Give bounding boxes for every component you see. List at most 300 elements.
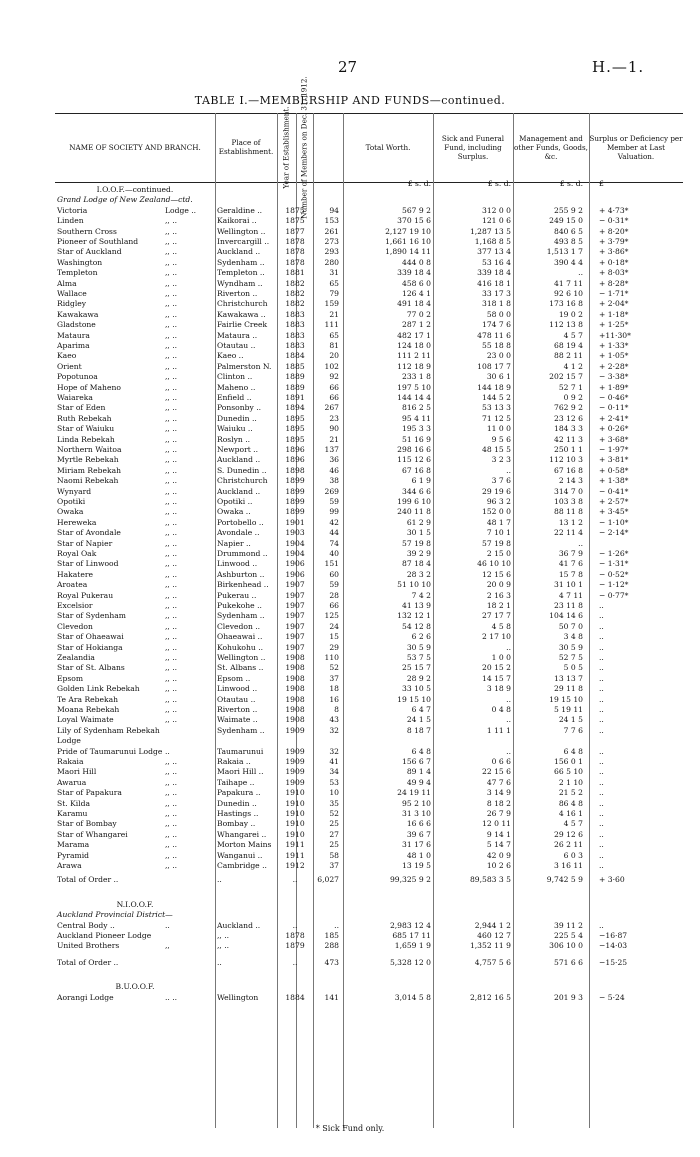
management-cell: 112 10 3 [549,455,583,465]
ditto-mark: ,, .. [165,372,178,382]
management-cell: 6 0 3 [563,850,583,860]
branch-name: Star of Avondale [57,528,121,538]
place-cell: Waiuku .. [217,424,253,434]
table-row [55,715,683,725]
sick-fund-cell: 8 18 2 [486,798,511,808]
ditto-mark: ,, .. [165,476,178,486]
total-label: Total of Order .. [57,875,119,885]
table-row [55,663,683,673]
table-row [55,362,683,372]
table-row [55,351,683,361]
sick-fund-cell: 416 18 1 [477,278,511,288]
surplus-cell: .. [599,725,604,735]
sick-fund-cell: 478 11 6 [477,330,511,340]
surplus-cell: + 3·68* [599,434,629,444]
management-cell: 5 0 5 [563,663,583,673]
table-row [55,424,683,434]
members-cell: 79 [329,289,339,298]
place-cell: Waimate .. [217,715,258,725]
place-cell: Mataura .. [217,330,258,340]
surplus-cell: − 1·12* [599,580,629,590]
management-cell: 201 9 3 [554,992,583,1002]
members-cell: 151 [324,559,339,569]
year-cell: 1908 [285,663,305,673]
worth-cell: 287 1 2 [402,320,431,330]
members-cell: 53 [329,777,339,787]
table-row [55,289,683,299]
year-cell: 1907 [285,632,305,642]
members-cell: 28 [329,590,339,600]
table-row [55,518,683,528]
worth-cell: 28 9 2 [406,673,431,683]
branch-name: Royal Oak [57,549,97,558]
worth-cell: 458 6 0 [402,278,431,288]
table-row [55,632,683,642]
management-cell: 41 7 11 [554,278,583,288]
ditto-mark: ,, .. [165,268,178,278]
ditto-mark: ,, .. [165,247,178,257]
surplus-cell: − 2·14* [599,528,629,538]
table-row [55,227,683,237]
worth-cell: 240 11 8 [397,507,431,517]
table-row [55,341,683,351]
worth-cell: 298 16 6 [397,445,431,454]
year-cell: 1909 [285,746,305,756]
branch-name: Alma [57,278,77,288]
table-row [55,809,683,819]
worth-cell: 28 3 2 [406,569,431,579]
table-row [55,993,683,1003]
surplus-cell: .. [599,632,604,642]
year-cell: 1912 [285,861,305,870]
members-cell: 65 [329,330,339,340]
members-cell: 6,027 [317,875,339,885]
year-cell: 1895 [285,424,305,434]
surplus-cell: + 2·41* [599,413,629,423]
worth-cell: 115 12 6 [397,455,431,465]
management-cell: 52 7 5 [558,653,583,662]
table-row [55,216,683,226]
ditto-mark: ,, .. [165,798,178,808]
management-cell: 250 1 1 [554,445,583,454]
members-cell: 110 [324,653,339,662]
sick-fund-cell: 47 7 6 [486,777,511,787]
worth-cell: 49 9 4 [406,777,431,787]
sick-fund-cell: 460 12 7 [477,931,511,940]
surplus-cell: + 1·18* [599,309,629,319]
members-cell: 111 [324,320,339,330]
branch-name: Wallace [57,289,87,298]
members-cell: 269 [324,486,339,496]
table-row [55,445,683,455]
place-cell: Opotiki .. [217,497,253,506]
ditto-mark: ,, .. [165,580,178,590]
ditto-mark: ,, .. [165,382,178,392]
surplus-cell: .. [599,788,604,798]
place-cell: ,, .. [217,931,230,940]
worth-cell: 3,014 5 8 [394,992,431,1002]
sick-fund-cell: 22 15 6 [482,767,511,777]
worth-cell: 54 12 8 [402,621,431,631]
surplus-cell: .. [599,757,604,766]
management-cell: 3 4 8 [563,632,583,642]
ditto-mark: ,, .. [165,361,178,371]
management-cell: 249 15 0 [549,216,583,226]
worth-cell: 6 4 8 [411,746,431,756]
ditto-mark: ,, .. [165,289,178,298]
surplus-cell: −14·03 [599,941,628,951]
branch-name: Star of Napier [57,538,113,548]
worth-cell: 6 1 9 [411,476,431,486]
table-row [55,726,683,736]
ditto-mark: ,, .. [165,684,178,694]
surplus-cell: − 1·71* [599,289,629,298]
worth-cell: 24 19 11 [397,788,431,798]
surplus-cell: − 1·31* [599,559,629,569]
footnote: * Sick Fund only. [315,1124,385,1133]
place-cell: Palmerston N. [217,361,272,371]
surplus-cell: + 1·89* [599,382,629,392]
members-cell: 25 [329,819,339,829]
ditto-mark: ,, .. [165,497,178,506]
ditto-mark: ,, .. [165,320,178,330]
management-cell: 36 7 9 [558,549,583,558]
members-cell: 60 [329,569,339,579]
surplus-cell: + 8·20* [599,226,629,236]
table-row [55,851,683,861]
place-cell: Sydenham .. [217,611,265,621]
place-cell: Christchurch [217,299,268,309]
members-cell: 35 [329,798,339,808]
members-cell: 18 [329,684,339,694]
sick-fund-cell: 46 10 10 [477,559,511,569]
table-row [55,549,683,559]
sick-fund-cell: .. [506,465,511,475]
sick-fund-cell: 3 18 9 [486,684,511,694]
place-cell: Wanganui .. [217,850,263,860]
sick-fund-cell: 1 11 1 [486,725,511,735]
year-cell: 1879 [285,941,305,951]
surplus-cell: + 3·86* [599,247,629,257]
ditto-mark: ,, .. [165,694,178,704]
management-cell: 7 7 6 [563,725,583,735]
worth-cell: 482 17 1 [397,330,431,340]
management-cell: 23 12 6 [554,413,583,423]
place-cell: Epsom .. [217,673,251,683]
surplus-cell: .. [599,798,604,808]
ditto-mark: ,, .. [165,663,178,673]
ditto-mark: Lodge .. [165,205,197,215]
ditto-mark: ,, .. [165,840,178,850]
management-cell: 31 10 1 [554,580,583,590]
surplus-cell: .. [599,767,604,777]
branch-name: Pride of Taumarunui Lodge [57,746,163,756]
branch-name: Southern Cross [57,226,117,236]
members-cell: 36 [329,455,339,465]
year-cell: 1907 [285,621,305,631]
year-cell: 1909 [285,777,305,787]
year-cell: 1889 [285,372,305,382]
management-cell: 39 11 2 [554,920,583,930]
surplus-cell: .. [599,611,604,621]
place-cell: Drummond .. [217,549,268,558]
section-subtitle [55,195,683,205]
members-cell: 37 [329,861,339,870]
place-cell: Templeton .. [217,268,265,278]
table-row [55,528,683,538]
sick-fund-cell: 42 0 9 [486,850,511,860]
management-cell: 1,513 1 7 [546,247,583,257]
branch-name: Star of Eden [57,403,106,413]
members-cell: 10 [329,788,339,798]
branch-name: Pioneer of Southland [57,237,139,246]
members-cell: 15 [329,632,339,642]
year-cell: 1911 [285,840,305,850]
sick-fund-cell: 20 15 2 [482,663,511,673]
sick-fund-cell: 9 14 1 [486,829,511,839]
ditto-mark: ,, .. [165,455,178,465]
sick-fund-cell: 7 10 1 [486,528,511,538]
sick-fund-cell: 71 12 5 [482,413,511,423]
worth-cell: 95 4 11 [402,413,431,423]
table-row [55,310,683,320]
total-row [55,875,683,885]
year-cell: 1903 [285,528,305,538]
ditto-mark: ,, .. [165,653,178,662]
col-header-management: Management and other Funds, Goods, &c. [514,133,588,161]
place-cell: Linwood .. [217,559,258,569]
sick-fund-cell: 312 0 0 [482,205,511,215]
ditto-mark: ,, .. [165,517,178,527]
members-cell: 159 [324,299,339,309]
members-cell: 66 [329,382,339,392]
management-cell: 184 3 3 [554,424,583,434]
year-cell: 1910 [285,788,305,798]
sick-fund-cell: 1,352 11 9 [469,941,511,951]
worth-cell: 195 3 3 [402,424,431,434]
worth-cell: 233 1 8 [402,372,431,382]
ditto-mark: ,, .. [165,673,178,683]
ditto-mark: ,, .. [165,257,178,267]
worth-cell: 51 16 9 [402,434,431,444]
members-cell: 20 [329,351,339,361]
members-cell: 32 [329,725,339,735]
branch-name: Moana Rebekah [57,705,120,714]
year-cell: 1896 [285,445,305,454]
members-cell: 137 [324,445,339,454]
place-cell: ,, .. [217,941,230,951]
sick-fund-cell: 2 17 10 [482,632,511,642]
place-cell: Rakaia .. [217,757,251,766]
year-cell: 1904 [285,538,305,548]
sick-fund-cell: 14 15 7 [482,673,511,683]
surplus-cell: .. [599,621,604,631]
branch-name: Marama [57,840,90,850]
branch-name: Hakatere [57,569,93,579]
year-cell: 1884 [285,992,305,1002]
place-cell: S. Dunedin .. [217,465,267,475]
management-cell: 86 4 8 [558,798,583,808]
year-cell: 1909 [285,757,305,766]
members-cell: 37 [329,673,339,683]
sick-fund-cell: 33 17 3 [482,289,511,298]
worth-cell: 25 15 7 [402,663,431,673]
table-row [55,466,683,476]
worth-cell: 144 14 4 [397,393,431,402]
year-cell: 1877 [285,226,305,236]
surplus-cell: .. [599,861,604,870]
table-row [55,921,683,931]
worth-cell: 2,983 12 4 [389,920,431,930]
branch-name: Aorangi Lodge [57,992,114,1002]
ditto-mark: ,, .. [165,413,178,423]
place-cell: Kaikorai .. [217,216,257,226]
place-cell: Sydenham .. [217,725,265,735]
members-cell: 52 [329,663,339,673]
ditto-mark: ,, .. [165,226,178,236]
branch-name: Popotunoa [57,372,98,382]
worth-cell: 13 19 5 [402,861,431,870]
members-cell: 16 [329,694,339,704]
branch-name: Kaeo [57,351,77,361]
surplus-cell: .. [599,777,604,787]
members-cell: 25 [329,840,339,850]
document-reference: H.—1. [592,58,645,76]
members-cell: 267 [324,403,339,413]
year-cell: 1875 [285,205,305,215]
management-cell: 26 2 11 [554,840,583,850]
year-cell: 1878 [285,257,305,267]
ditto-mark: ,, .. [165,829,178,839]
management-cell: 2 1 10 [558,777,583,787]
surplus-cell: .. [599,663,604,673]
branch-name: Victoria [57,205,88,215]
worth-cell: 19 15 10 [397,694,431,704]
management-cell: 4 5 7 [563,330,583,340]
branch-name: Loyal Waimate [57,715,114,725]
worth-cell: 444 0 8 [402,257,431,267]
units-worth: £ s. d. [407,179,431,188]
table-row [55,799,683,809]
year-cell: 1910 [285,819,305,829]
branch-name: Hope of Maheno [57,382,121,392]
sick-fund-cell: 4 5 8 [491,621,511,631]
ditto-mark: ,, .. [165,809,178,818]
place-cell: Dunedin .. [217,413,257,423]
ditto-mark: ,, .. [165,621,178,631]
branch-name: Star of St. Albans [57,663,125,673]
sick-fund-cell: 1,168 8 5 [474,237,511,246]
sick-fund-cell: 29 19 6 [482,486,511,496]
table-row [55,674,683,684]
table-row [55,830,683,840]
col-header-name: NAME OF SOCIETY AND BRANCH. [69,142,201,152]
members-cell: 34 [329,767,339,777]
ditto-mark: ,, .. [165,777,178,787]
ditto-mark: ,, .. [165,569,178,579]
worth-cell: 199 6 10 [397,497,431,506]
sick-fund-cell: 23 0 0 [486,351,511,361]
place-cell: Kawakawa .. [217,309,266,319]
management-cell: 112 13 8 [549,320,583,330]
surplus-cell: .. [599,653,604,662]
sick-fund-cell: 96 3 2 [486,497,511,506]
table-row [55,258,683,268]
branch-name: Star of Sydenham [57,611,126,621]
branch-name: Myrtle Rebekah [57,455,119,465]
members-cell: 125 [324,611,339,621]
branch-name: Rakaia [57,757,84,766]
surplus-cell: − 1·97* [599,445,629,454]
ditto-mark: ,, .. [165,705,178,714]
members-cell: 141 [324,992,339,1002]
place-cell: Auckland .. [217,920,261,930]
sick-fund-cell: 318 1 8 [482,299,511,309]
worth-cell: 53 7 5 [406,653,431,662]
worth-cell: 16 6 6 [406,819,431,829]
management-cell: 9,742 5 9 [546,875,583,885]
surplus-cell: − 0·52* [599,569,629,579]
surplus-cell: + 3·60 [599,875,625,885]
ditto-mark: .. .. [165,992,178,1002]
place-cell: Wellington .. [217,226,266,236]
total-label: Total of Order .. [57,957,119,967]
year-cell: .. [292,920,298,930]
year-cell: 1899 [285,497,305,506]
place-cell: Bombay .. [217,819,256,829]
table-row [55,705,683,715]
year-cell: 1910 [285,809,305,818]
ditto-mark: ,, .. [165,465,178,475]
worth-cell: 685 17 11 [392,931,431,940]
worth-cell: 567 9 2 [402,205,431,215]
table-row [55,383,683,393]
branch-name: Hereweka [57,517,97,527]
place-cell: Ohaeawai .. [217,632,263,642]
table-row [55,331,683,341]
branch-name: Northern Waitoa [57,445,122,454]
section-title-text: N.I.O.O.F. [116,899,154,909]
surplus-cell: − 1·10* [599,517,629,527]
surplus-cell: + 8·03* [599,268,629,278]
management-cell: 19 0 2 [558,309,583,319]
table-row [55,403,683,413]
year-cell: 1907 [285,590,305,600]
management-cell: 493 8 5 [554,237,583,246]
year-cell: 1907 [285,611,305,621]
place-cell: Pukerau .. [217,590,257,600]
ditto-mark: ,, .. [165,434,178,444]
branch-name: Owaka [57,507,84,517]
branch-name: Aroatea [57,580,88,590]
table-row [55,611,683,621]
year-cell: .. [292,875,298,885]
table-row [55,580,683,590]
surplus-cell: + 0·18* [599,257,629,267]
page-number: 27 [338,58,358,76]
section-title-text: B.U.O.O.F. [115,982,155,992]
col-header-place: Place of Establishment. [218,138,274,156]
management-cell: 103 3 8 [554,497,583,506]
branch-name: Washington [57,257,103,267]
ditto-mark: ,, .. [165,850,178,860]
management-cell: 225 5 4 [554,931,583,940]
management-cell: 840 6 5 [554,226,583,236]
table-row [55,622,683,632]
surplus-cell: − 5·24 [599,992,625,1002]
ditto-mark: ,, .. [165,424,178,434]
place-cell: Riverton .. [217,705,258,714]
